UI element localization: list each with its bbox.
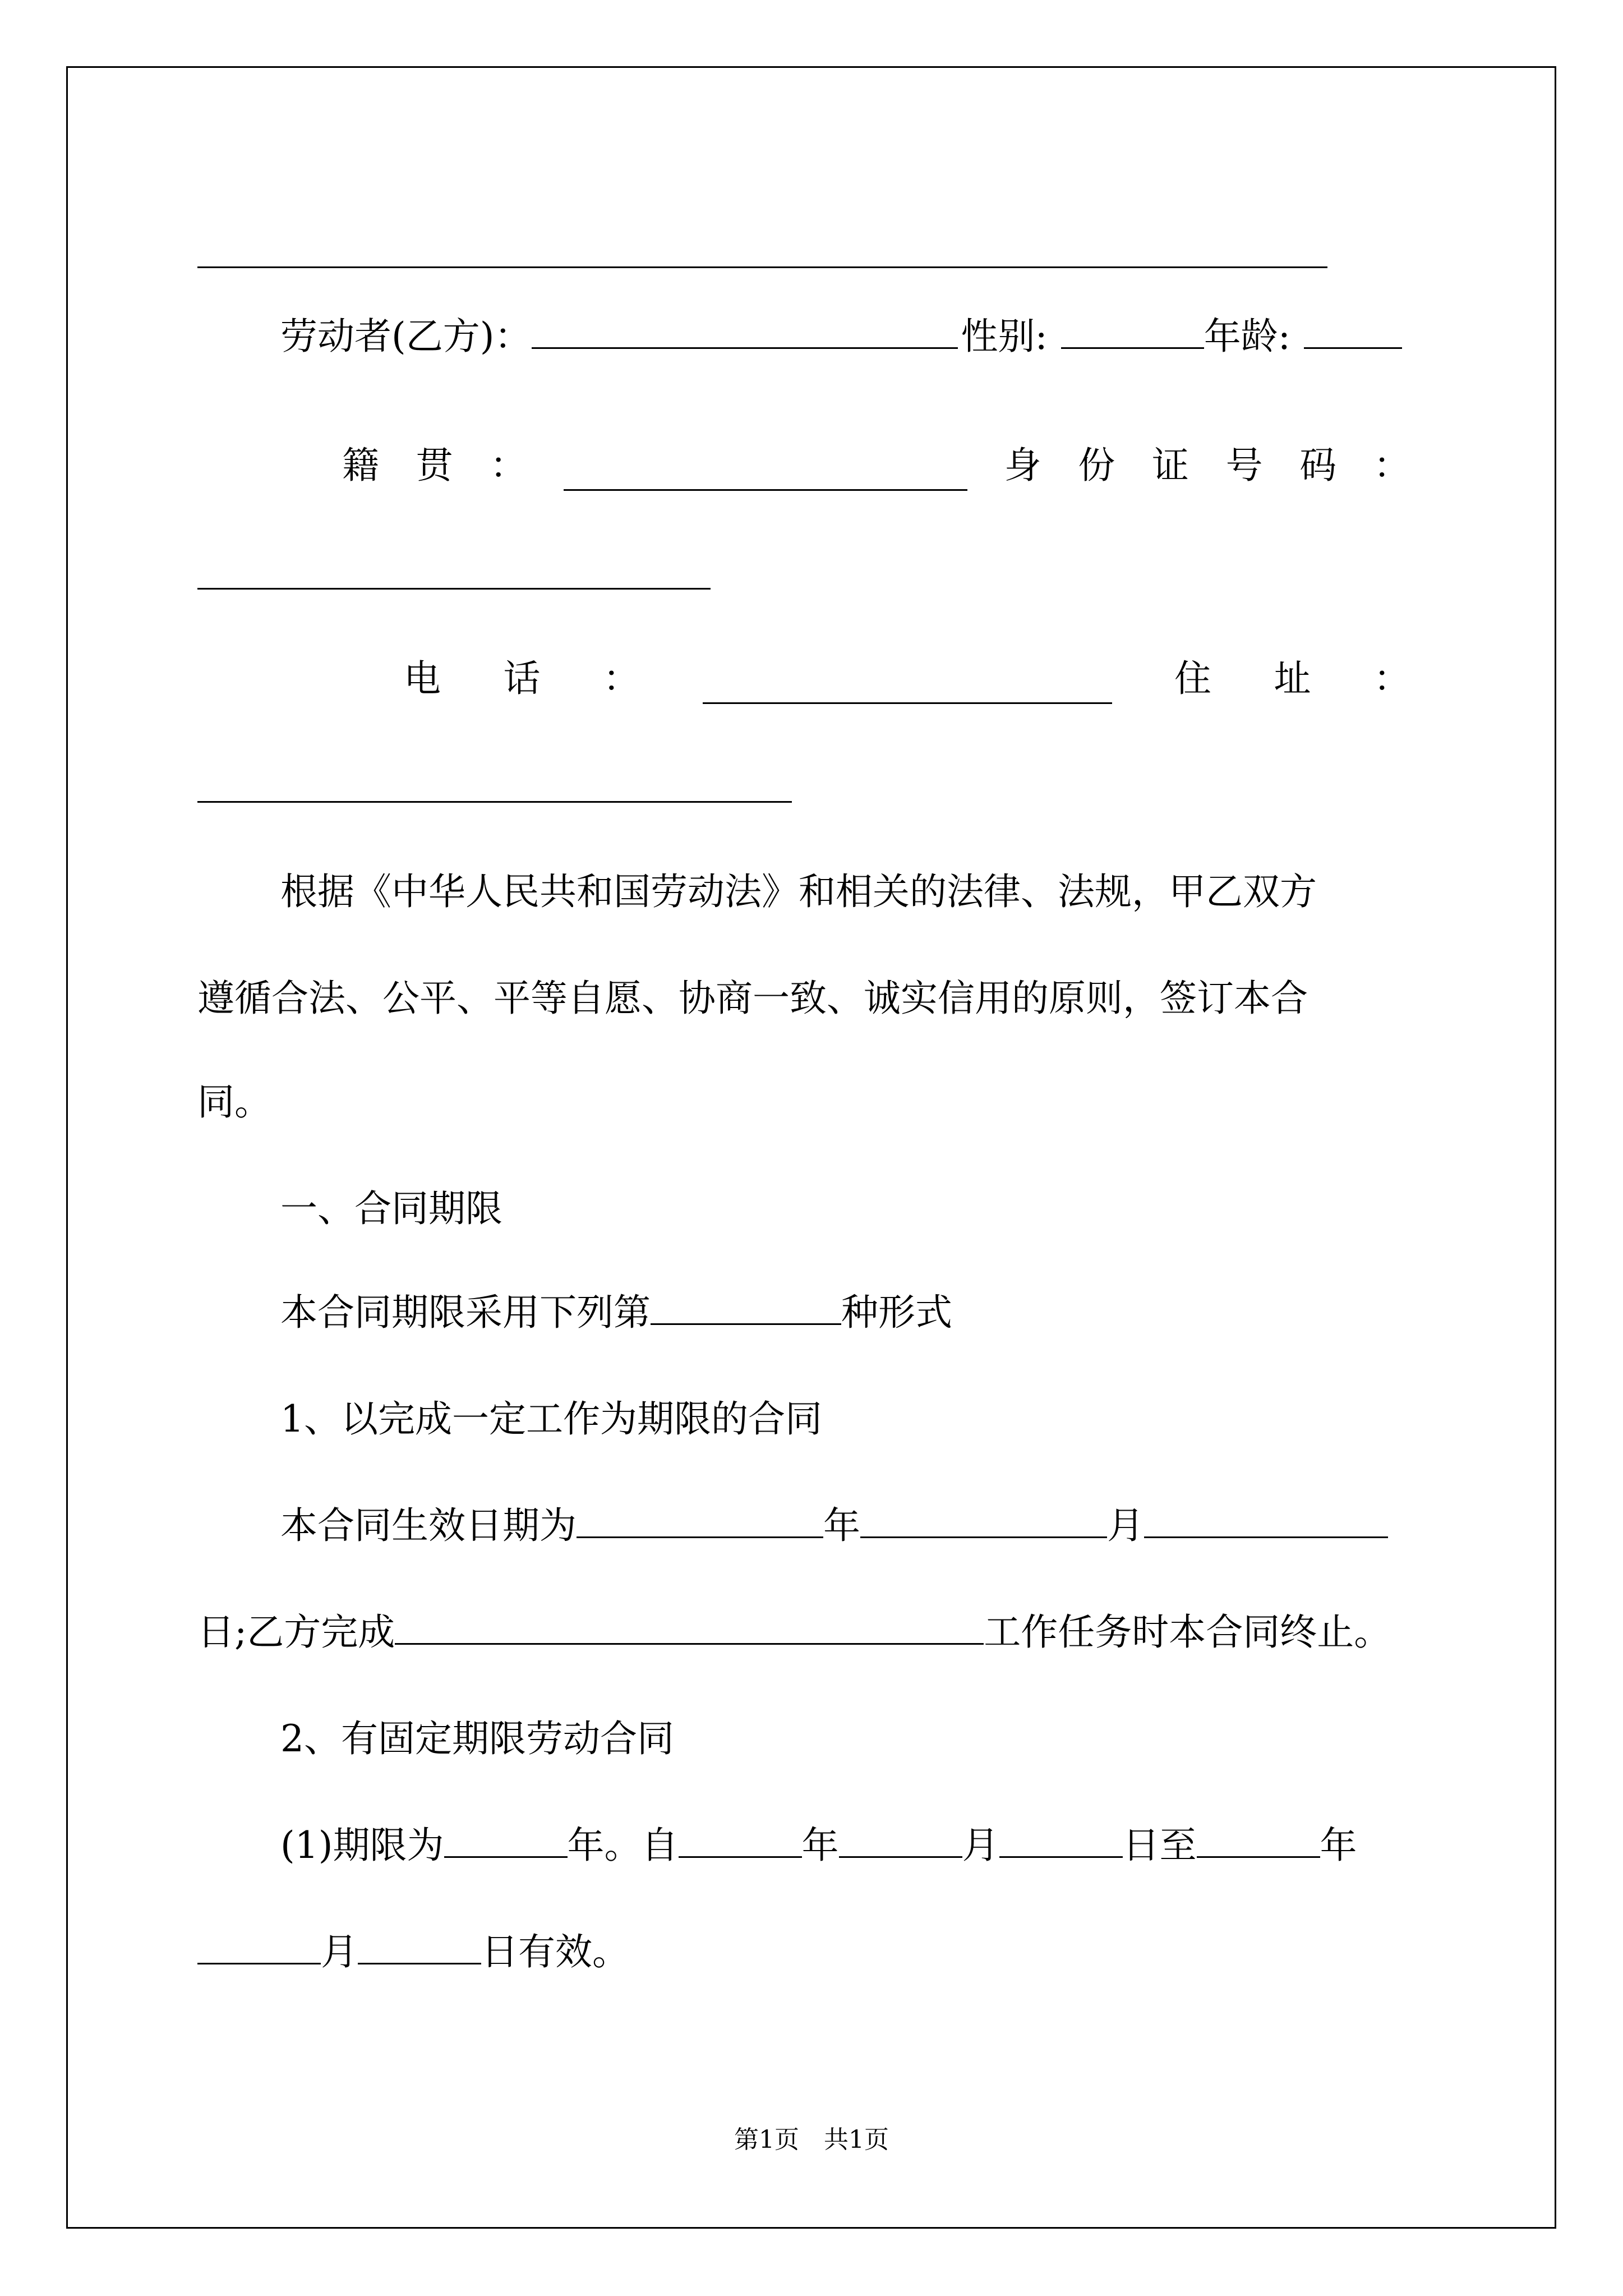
start-month-blank[interactable] [839, 1824, 962, 1858]
contract-form-suffix: 种形式 [841, 1291, 952, 1334]
address-blank[interactable] [197, 801, 792, 803]
phone-address-line [404, 654, 1410, 704]
age-label: 年龄: [1204, 315, 1290, 358]
id-char-1: 身 [1004, 444, 1041, 487]
age-blank[interactable] [1304, 315, 1402, 349]
header-underline [197, 266, 1327, 268]
fixed-term-line [280, 1820, 1357, 1871]
page-footer: 第1页 共1页 [734, 2125, 889, 2154]
phone-char-2: 话 [503, 657, 541, 700]
effective-date-line [280, 1501, 1388, 1551]
valid-suffix: 日有效。 [481, 1930, 629, 1973]
address-char-2: 址 [1274, 657, 1311, 700]
effective-month-label: 月 [1107, 1504, 1144, 1547]
day-to-label: 日至 [1122, 1824, 1197, 1867]
address-colon: ： [1373, 657, 1410, 700]
valid-line [197, 1927, 629, 1977]
contract-form-blank[interactable] [651, 1291, 841, 1325]
item-2-title: 2、有固定期限劳动合同 [280, 1717, 674, 1760]
gender-label: 性别: [961, 315, 1048, 358]
phone-char-1: 电 [404, 657, 441, 700]
contract-form-line [280, 1287, 952, 1338]
effective-day-blank[interactable] [1144, 1504, 1388, 1538]
page-border [66, 66, 1556, 2229]
end-year-label: 年 [1320, 1824, 1357, 1867]
party-b-label: 劳动者(乙方)： [280, 315, 532, 358]
party-b-name-blank[interactable] [532, 315, 958, 349]
phone-blank[interactable] [703, 670, 1112, 704]
effective-year-blank[interactable] [577, 1504, 823, 1538]
id-number-blank[interactable] [197, 588, 711, 590]
native-place-char-2: 贯 [416, 444, 453, 487]
id-colon: ： [1373, 444, 1410, 487]
intro-line-3: 同。 [197, 1080, 271, 1124]
native-place-char-1: 籍 [342, 444, 379, 487]
start-day-blank[interactable] [999, 1824, 1123, 1858]
term-year-label: 年。自 [567, 1824, 679, 1867]
task-line [197, 1607, 1391, 1658]
intro-line-1: 根据《中华人民共和国劳动法》和相关的法律、法规，甲乙双方 [280, 870, 1317, 913]
task-suffix: 工作任务时本合同终止。 [984, 1611, 1391, 1654]
end-day-blank[interactable] [358, 1930, 481, 1964]
item-1-title: 1、以完成一定工作为期限的合同 [280, 1397, 822, 1441]
end-month-blank[interactable] [197, 1930, 321, 1964]
effective-year-label: 年 [823, 1504, 860, 1547]
section-1-title: 一、合同期限 [280, 1187, 502, 1230]
id-char-4: 号 [1225, 444, 1263, 487]
term-years-blank[interactable] [444, 1824, 568, 1858]
term-prefix: (1)期限为 [280, 1824, 444, 1867]
id-char-3: 证 [1151, 444, 1189, 487]
end-year-blank[interactable] [1197, 1824, 1320, 1858]
start-year-blank[interactable] [679, 1824, 802, 1858]
start-month-label: 月 [962, 1824, 999, 1867]
native-place-colon: ： [490, 444, 527, 487]
intro-line-2: 遵循合法、公平、平等自愿、协商一致、诚实信用的原则，签订本合 [197, 977, 1308, 1020]
id-char-5: 码 [1299, 444, 1337, 487]
task-blank[interactable] [395, 1611, 984, 1645]
party-b-line [280, 311, 1402, 362]
id-char-2: 份 [1078, 444, 1115, 487]
contract-form-prefix: 本合同期限采用下列第 [280, 1291, 651, 1334]
end-month-label: 月 [321, 1930, 358, 1973]
address-char-1: 住 [1174, 657, 1211, 700]
effective-prefix: 本合同生效日期为 [280, 1504, 577, 1547]
start-year-label: 年 [801, 1824, 839, 1867]
day-task-prefix: 日;乙方完成 [197, 1611, 395, 1654]
native-place-blank[interactable] [564, 457, 967, 491]
native-id-line [342, 440, 1410, 491]
phone-colon: ： [603, 657, 640, 700]
gender-blank[interactable] [1061, 315, 1204, 349]
effective-month-blank[interactable] [860, 1504, 1107, 1538]
